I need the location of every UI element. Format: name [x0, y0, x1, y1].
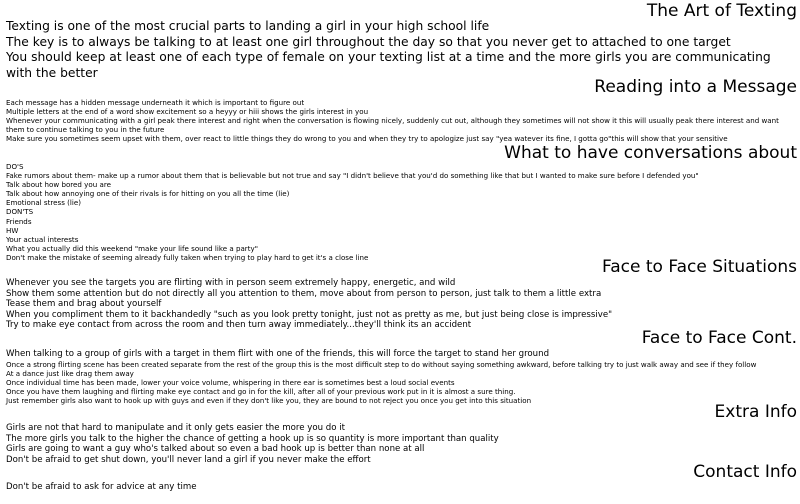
text-line: Your actual interests: [6, 234, 79, 244]
heading-what-to-have-conversations-about: What to have conversations about: [504, 143, 797, 163]
text-line: Friends: [6, 216, 32, 226]
heading-face-to-face-situations: Face to Face Situations: [602, 257, 797, 277]
text-line: Multiple letters at the end of a word show excitement so a heyyy or hiii shows the girls interest in you: [6, 107, 369, 117]
text-line: Fake rumors about them- make up a rumor about them that is believable but not true and say "I didn't believe that you'd do something like that but I wanted to make sure before I defended you": [6, 171, 699, 181]
text-line: Make sure you sometimes seem upset with them, over react to little things they do wrong to you and when they try to apologize just say "yea watever its fine, I gotta go"this will show that your sensitive: [6, 134, 728, 144]
text-line: When talking to a group of girls with a target in them flirt with one of the friends, this will force the target to stand her ground: [6, 349, 550, 359]
text-line: At a dance just like drag them away: [6, 368, 134, 378]
text-line: Don't be afraid to ask for advice at any time: [6, 482, 197, 492]
text-line: Girls are going to want a guy who's talked about so even a bad hook up is better than none at all: [6, 444, 425, 455]
section-contact-info: [6, 482, 796, 493]
text-line: What you actually did this weekend "make your life sound like a party": [6, 243, 258, 253]
text-line: Each message has a hidden message underneath it which is important to figure out: [6, 98, 305, 107]
heading-contact-info: Contact Info: [693, 462, 797, 482]
text-line: HW: [6, 225, 19, 235]
text-line: The more girls you talk to the higher the chance of getting a hook up is so quantity is more important than quality: [6, 433, 499, 444]
heading-face-to-face-cont: Face to Face Cont.: [641, 328, 797, 348]
text-line: Just remember girls also want to hook up with guys and even if they don't like you, they are bound to not reject you once you get into this situation: [6, 395, 532, 405]
section-reading-into-a-message: [6, 98, 796, 143]
text-line: Whenever you see the targets you are flirting with in person seem extremely happy, energetic, and wild: [6, 278, 456, 288]
text-line: Whenever your communicating with a girl peak there interest and right when the conversation is flowing nicely, suddenly cut out, although they sometimes will not show it this will usually peak there interest and want them to continue talking to you in the future: [6, 116, 779, 135]
text-line: Try to make eye contact from across the room and then turn away immediately...they'll think its an accident: [6, 320, 472, 331]
text-line: Girls are not that hard to manipulate and it only gets easier the more you do it: [6, 423, 345, 433]
text-line: The key is to always be talking to at least one girl throughout the day so that you never get to attached to one target: [6, 34, 731, 49]
text-line: When you compliment them to it backhandedly "such as you look pretty tonight, just not as pretty as me, but just being close is impressive": [6, 309, 613, 320]
text-line: Once you have them laughing and flirting make eye contact and go in for the kill, after all of your previous work put in it is almost a sure thing.: [6, 386, 516, 396]
heading-extra-info: Extra Info: [714, 402, 797, 422]
section-extra-info: [6, 423, 796, 465]
text-line: Texting is one of the most crucial parts to landing a girl in your high school life: [6, 19, 490, 33]
text-line: Once a strong flirting scene has been created separate from the rest of the group this is the most difficult step to do without saying something awkward, before talking try to just walk away and see if they follow: [6, 359, 757, 369]
text-line: Emotional stress (lie): [6, 198, 81, 208]
text-line: DON'TS: [6, 207, 34, 217]
heading-the-art-of-texting: The Art of Texting: [646, 1, 797, 21]
text-line: Talk about how bored you are: [6, 180, 111, 190]
section-the-art-of-texting: [6, 19, 796, 81]
heading-reading-into-a-message: Reading into a Message: [594, 77, 797, 97]
section-face-to-face-situations: [6, 278, 796, 331]
text-line: Don't make the mistake of seeming already fully taken when trying to play hard to get it's a close line: [6, 252, 369, 262]
text-line: Talk about how annoying one of their rivals is for hitting on you all the time (lie): [6, 189, 290, 199]
text-line: Once individual time has been made, lower your voice volume, whispering in there ear is sometimes best a loud social events: [6, 377, 455, 387]
section-face-to-face-cont: [6, 349, 796, 405]
text-line: Don't be afraid to get shut down, you'll never land a girl if you never make the effort: [6, 454, 371, 465]
text-line: DO'S: [6, 162, 24, 171]
section-what-to-have-conversations-about: [6, 162, 796, 262]
text-line: Tease them and brag about yourself: [6, 299, 162, 310]
text-line: Show them some attention but do not directly all you attention to them, move about from person to person, just talk to them a little extra: [6, 288, 602, 299]
text-line: You should keep at least one of each type of female on your texting list at a time and the more girls you are communicating with the better: [6, 50, 771, 80]
